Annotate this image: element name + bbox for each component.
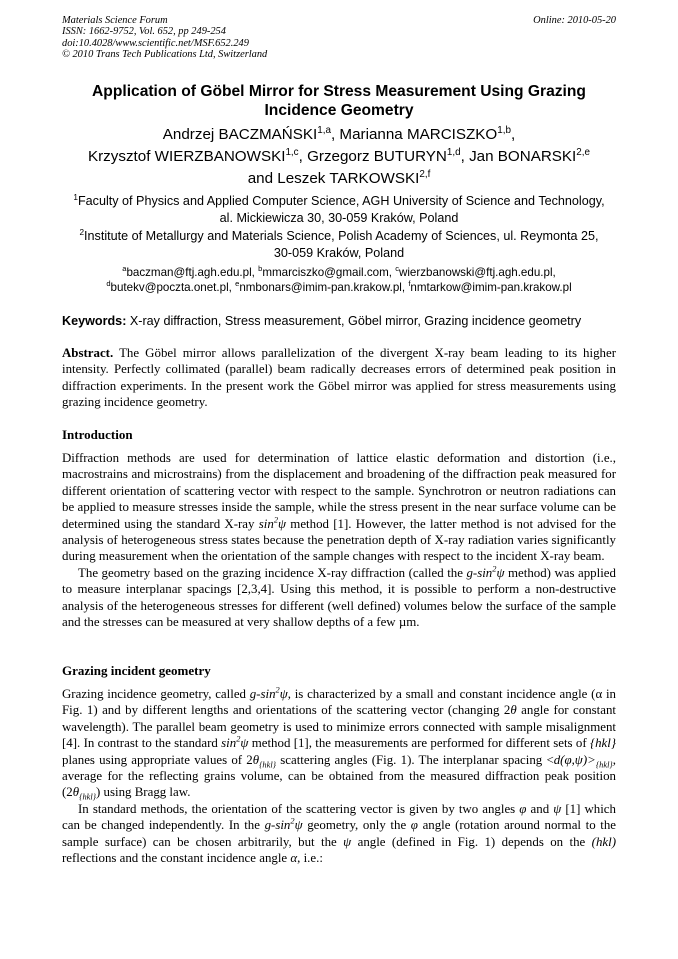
introduction-body — [62, 450, 616, 630]
author: Jan BONARSKI — [469, 148, 577, 165]
author: Krzysztof WIERZBANOWSKI — [87, 148, 286, 165]
author-sup: 2,f — [419, 168, 431, 180]
email-link[interactable]: nmtarkow@imim-pan.krakow.pl — [410, 281, 572, 294]
keywords-text: X-ray diffraction, Stress measurement, Göbel mirror, Grazing incidence geometry — [129, 314, 582, 328]
journal-name: Materials Science Forum — [62, 15, 168, 26]
abstract-label: Abstract. — [62, 346, 114, 360]
intro-paragraph-1: Diffraction methods are used for determination of lattice elastic deformation and distortion (i.e., macrostrains and microstrains) from the displacement and broadening of the diffraction peak measured for different orientation of scattering vector with respect to the sample. Synchrotron or neutron radiations can be applied to measure stresses inside the sample, while the stress present in the near surface volume can be determined using the standard X-ray $\sin^2\psi$ method [1]. However, the latter method is not advised for the analysis of heterogeneous stress states because the penetration depth of X-ray radiation varies significantly during measurement when the orientation of the sample changes with respect to the incident X-ray beam. — [62, 451, 616, 564]
affiliation-line: Institute of Metallurgy and Materials Science, Polish Academy of Sciences, ul. Reymonta 25, — [84, 229, 599, 243]
author-sup: 2,e — [576, 146, 591, 158]
section-heading-introduction: Introduction — [62, 427, 133, 442]
title-line-2: Incidence Geometry — [264, 102, 414, 119]
email-link[interactable]: butekv@poczta.onet.pl — [110, 281, 229, 294]
author-list: Andrzej BACZMAŃSKI$^{1,a}$, Marianna MARCISZKO$^{1,b}$, Krzysztof WIERZBANOWSKI$^{1,c}$, Grzegorz BUTURYN$^{1,d}$, Jan BONARSKI$^{2,e}$ and Leszek TARKOWSKI$^{2,f}$ — [87, 124, 591, 187]
email-link[interactable]: baczman@ftj.agh.edu.pl — [126, 266, 252, 279]
author-sup: 1,a — [317, 124, 331, 136]
grazing-paragraph-1: Grazing incidence geometry, called $g-\sin^2\psi$, is characterized by a small and constant incidence angle (α in Fig. 1) and by different lengths and orientations of the scattering vector (changing 2θ angle for constant wavelength). The parallel beam geometry is used to minimize errors connected with sample misalignment [4]. In contrast to the standard $\sin^2\psi$ method [1], the measurements are performed for different sets of {hkl} planes using appropriate values of $2\theta_{\{hkl\}}$ scattering angles (Fig. 1). The interplanar spacing $<d(\varphi,\psi)>_{\{hkl\}}$, average for the reflecting grains volume, can be obtained from the measured diffraction peak position $(2\theta_{\{hkl\}})$ using Bragg law. — [62, 685, 617, 803]
section-heading-grazing: Grazing incident geometry — [62, 663, 211, 678]
title-line-1: Application of Göbel Mirror for Stress Measurement Using Grazing — [92, 83, 586, 100]
copyright: © 2010 Trans Tech Publications Ltd, Switzerland — [62, 49, 268, 61]
email-link[interactable]: wierzbanowski@ftj.agh.edu.pl — [398, 266, 553, 279]
author: Andrzej BACZMAŃSKI — [162, 126, 318, 143]
intro-paragraph-2: The geometry based on the grazing incidence X-ray diffraction (called the $g-\sin^2\psi$ method) was applied to measure interplanar spacings [2,3,4]. Using this method, it is possible to perform a non-destructive analysis of the heterogeneous stresses for different (well defined) volumes below the surface of the sample and the stresses can be measured at very shallow depths of a few µm. — [62, 564, 616, 630]
author-sup: 1,c — [285, 146, 299, 158]
paper-title — [62, 82, 616, 120]
affiliation-line: al. Mickiewicza 30, 30-059 Kraków, Poland — [219, 211, 459, 225]
abstract-text: The Göbel mirror allows parallelization of the divergent X-ray beam leading to its higher intensity. Perfectly collimated (parallel) beam radically decreases errors of determined peak position in diffraction experiments. In the present work the Göbel mirror was applied for stress measurements using grazing incidence geometry. — [62, 346, 616, 410]
affiliation-1 — [62, 193, 616, 227]
email-link[interactable]: mmarciszko@gmail.com — [262, 266, 389, 279]
doi: doi:10.4028/www.scientific.net/MSF.652.249 — [62, 37, 249, 49]
grazing-body — [62, 686, 616, 866]
author-sup: 1,d — [446, 146, 461, 158]
email-link[interactable]: nmbonars@imim-pan.krakow.pl — [239, 281, 402, 294]
abstract — [62, 345, 616, 411]
grazing-paragraph-2: In standard methods, the orientation of the scattering vector is given by two angles φ and ψ [1] which can be changed independently. In the $g-\sin^2\psi$ geometry, only the φ angle (rotation around normal to the sample surface) can be chosen arbitrarily, but the ψ angle (defined in Fig. 1) depends on the (hkl) reflections and the constant incidence angle α, i.e.: — [62, 801, 617, 866]
author: Grzegorz BUTURYN — [307, 148, 447, 165]
affiliation-line: Faculty of Physics and Applied Computer Science, AGH University of Science and Technology, — [77, 194, 605, 208]
keywords-label: Keywords: — [62, 314, 127, 328]
author: and Leszek TARKOWSKI — [247, 170, 420, 187]
journal-info — [62, 15, 267, 61]
affiliation-number: 2 — [79, 227, 85, 237]
affiliation-line: 30-059 Kraków, Poland — [273, 246, 405, 260]
affiliation-number: 1 — [73, 192, 78, 202]
affiliation-2 — [62, 228, 616, 262]
author: Marianna MARCISZKO — [339, 126, 498, 143]
online-date: Online: 2010-05-20 — [533, 15, 616, 26]
keywords — [62, 314, 622, 328]
author-sup: 1,b — [497, 124, 511, 136]
issn: ISSN: 1662-9752, Vol. 652, pp 249-254 — [62, 26, 226, 38]
email-list: $^a$baczman@ftj.agh.edu.pl, $^b$mmarciszko@gmail.com, $^c$wierzbanowski@ftj.agh.edu.pl, $^d$butekv@poczta.onet.pl, $^e$nmbonars@imim-pan.krakow.pl, $^f$nmtarkow@imim-pan.krakow.pl — [106, 264, 572, 294]
